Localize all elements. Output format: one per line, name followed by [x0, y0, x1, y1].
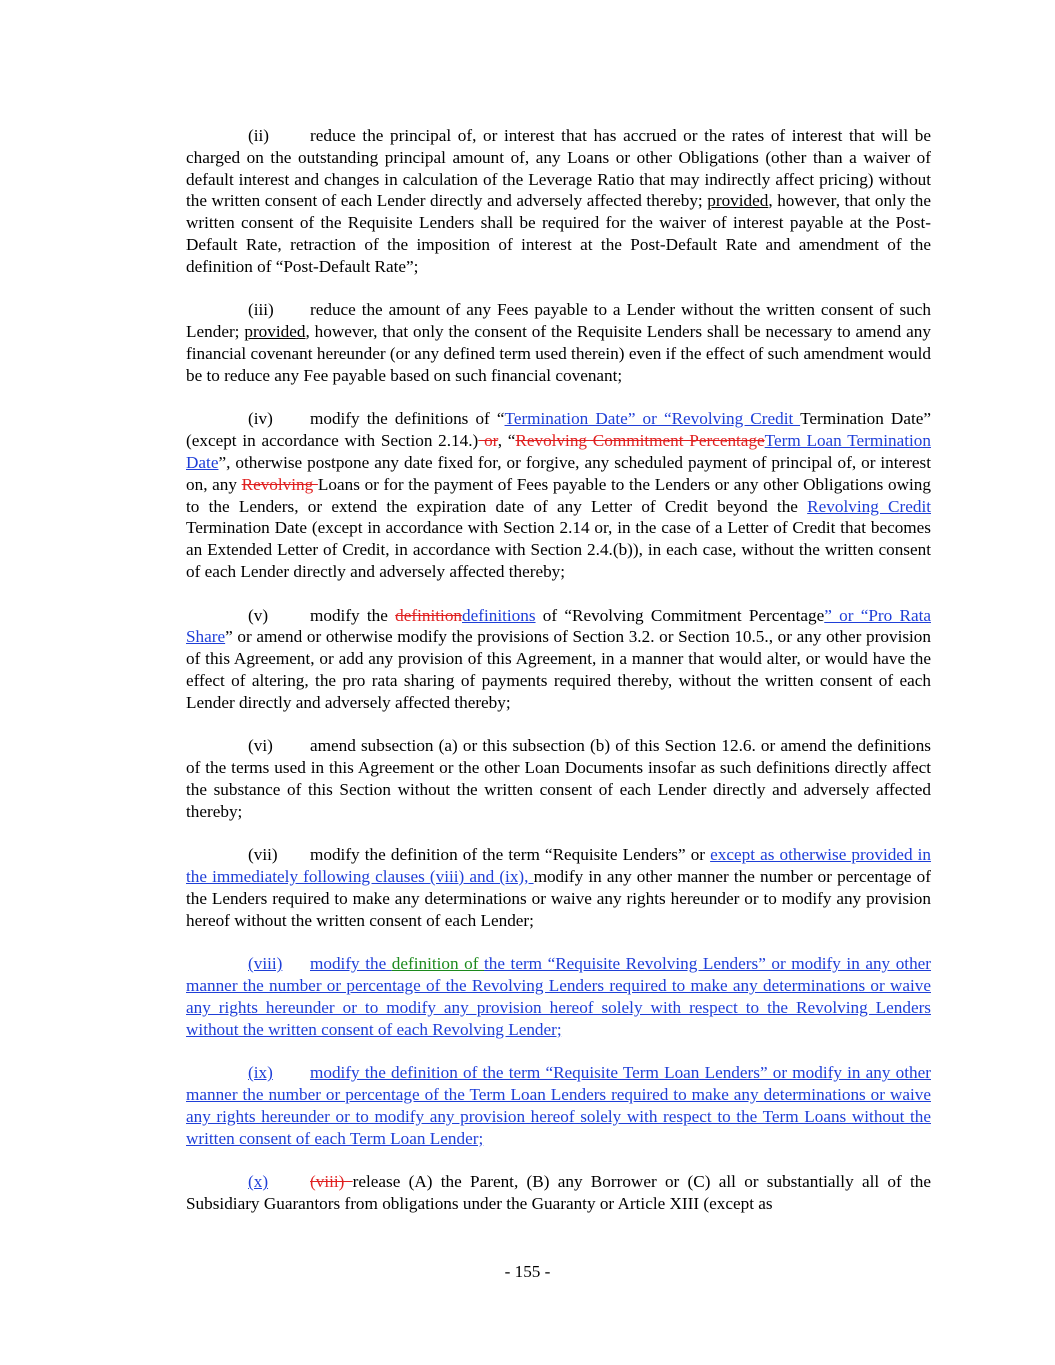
clause-text: ”, otherwise postpone any date fixed for, or forgive, any scheduled payment of principal of, or interest on, any	[186, 452, 931, 494]
inserted-text: modify the	[310, 954, 392, 974]
deleted-text: definition	[395, 605, 463, 625]
clause-text: ” or amend or otherwise modify the provisions of Section 3.2. or Section 10.5., or any other provision of this Agreement, or add any provision of this Agreement, in a manner that would alter, or would have the effect of altering, the pro rata sharing of payments required thereby, without the written consent of each Lender directly and adversely affected thereby;	[186, 627, 931, 712]
inserted-text: modify the definition of the term “Requisite Term Loan Lenders” or modify in any other manner the number or percentage of the Term Loan Lenders required to make any determinations or waive any rights hereunder or to modify any provision hereof solely with respect to the Term Loans without the written consent of each Term Loan Lender;	[186, 1063, 931, 1148]
clause-text: of “Revolving Commitment Percentage	[535, 605, 825, 625]
inserted-text: ” or “Pro Rata Share	[186, 605, 931, 647]
clause-text: modify the definitions of “	[310, 409, 505, 429]
page-number: - 155 -	[504, 1262, 551, 1281]
moved-text: definition of	[391, 954, 484, 974]
clause-text: , “	[497, 431, 516, 451]
provided-term: provided	[707, 191, 769, 211]
clause-vii	[186, 844, 931, 931]
clause-text: , however, that only the consent of the Requisite Lenders shall be necessary to amend any financial covenant hereunder (or any defined term used therein) even if the effect of such amendment would be to reduce any Fee payable based on such financial covenant;	[186, 322, 931, 385]
clause-vi	[186, 735, 931, 822]
clause-text: reduce the principal of, or interest that has accrued or the rates of interest that will be charged on the outstanding principal amount of, any Loans or other Obligations (other than a waiver of default interest and changes in calculation of the Leverage Ratio that may indirectly affect pricing) without the written consent of each Lender directly and adversely affected thereby;	[186, 126, 931, 211]
clause-number: (ii)	[248, 126, 269, 145]
clause-ii	[186, 125, 931, 278]
clause-text: Loans or for the payment of Fees payable to the Lenders or any other Obligations owing to the Lenders, or extend the expiration date of any Letter of Credit beyond the	[186, 474, 931, 516]
clause-text: modify the	[310, 605, 396, 625]
clause-text: Termination Date” (except in accordance with Section 2.14.)	[186, 409, 931, 451]
document-body	[186, 125, 931, 1237]
clause-x	[186, 1171, 931, 1215]
clause-text: reduce the amount of any Fees payable to a Lender without the written consent of such Lender;	[186, 300, 931, 342]
clause-number: (iv)	[248, 409, 273, 429]
provided-term: provided	[244, 322, 306, 342]
clause-number: (x)	[248, 1172, 269, 1192]
clause-number: (v)	[248, 605, 269, 625]
clause-number: (vii)	[248, 845, 278, 865]
clause-text: modify in any other manner the number or percentage of the Lenders required to make any determinations or waive any rights hereunder or to modify any provision hereof without the written consent of each Lender;	[186, 867, 931, 930]
clause-number: (ix)	[248, 1063, 273, 1083]
clause-iii	[186, 299, 931, 386]
clause-text: , however, that only the written consent of the Requisite Lenders shall be required for the waiver of interest payable at the Post-Default Rate, retraction of the imposition of interest at the Post-Default Rate and amendment of the definition of “Post-Default Rate”;	[186, 191, 931, 276]
clause-number: (iii)	[248, 300, 274, 320]
deleted-text: Revolving	[241, 474, 318, 494]
deleted-text: (viii)	[310, 1172, 353, 1192]
deleted-text: Revolving Commitment Percentage	[515, 431, 765, 451]
clause-v	[186, 605, 931, 714]
inserted-text: except as otherwise provided in the immediately following clauses (viii) and (ix),	[186, 845, 932, 887]
clause-text: amend subsection (a) or this subsection (b) of this Section 12.6. or amend the definitions of the terms used in this Agreement or the other Loan Documents insofar as such definitions directly affect the substance of this Section without the written consent of each Lender directly and adversely affected thereby;	[186, 736, 931, 821]
clause-text: Termination Date (except in accordance with Section 2.14 or, in the case of a Letter of Credit that becomes an Extended Letter of Credit, in accordance with Section 2.4.(b)), in each case, without the written consent of each Lender directly and adversely affected thereby;	[186, 518, 931, 581]
inserted-text: Termination Date” or “Revolving Credit	[504, 409, 801, 429]
inserted-text: the term “Requisite Revolving Lenders” or modify in any other manner the number or percentage of the Revolving Lenders required to make any determinations or waive any rights hereunder or to modify any provision hereof solely with respect to the Revolving Lenders without the written consent of each Revolving Lender;	[186, 954, 932, 1039]
clause-text: modify the definition of the term “Requisite Lenders” or	[310, 845, 711, 865]
deleted-text: or	[478, 431, 498, 451]
inserted-text: Revolving Credit	[807, 496, 931, 516]
clause-number: (vi)	[248, 736, 273, 756]
clause-text: release (A) the Parent, (B) any Borrower or (C) all or substantially all of the Subsidiary Guarantors from obligations under the Guaranty or Article XIII (except as	[186, 1172, 931, 1214]
clause-viii	[186, 953, 931, 1040]
clause-iv	[186, 408, 931, 582]
clause-number: (viii)	[248, 954, 283, 974]
inserted-text: Term Loan Termination Date	[186, 431, 931, 472]
inserted-text: definitions	[462, 605, 536, 625]
clause-ix	[186, 1062, 931, 1149]
